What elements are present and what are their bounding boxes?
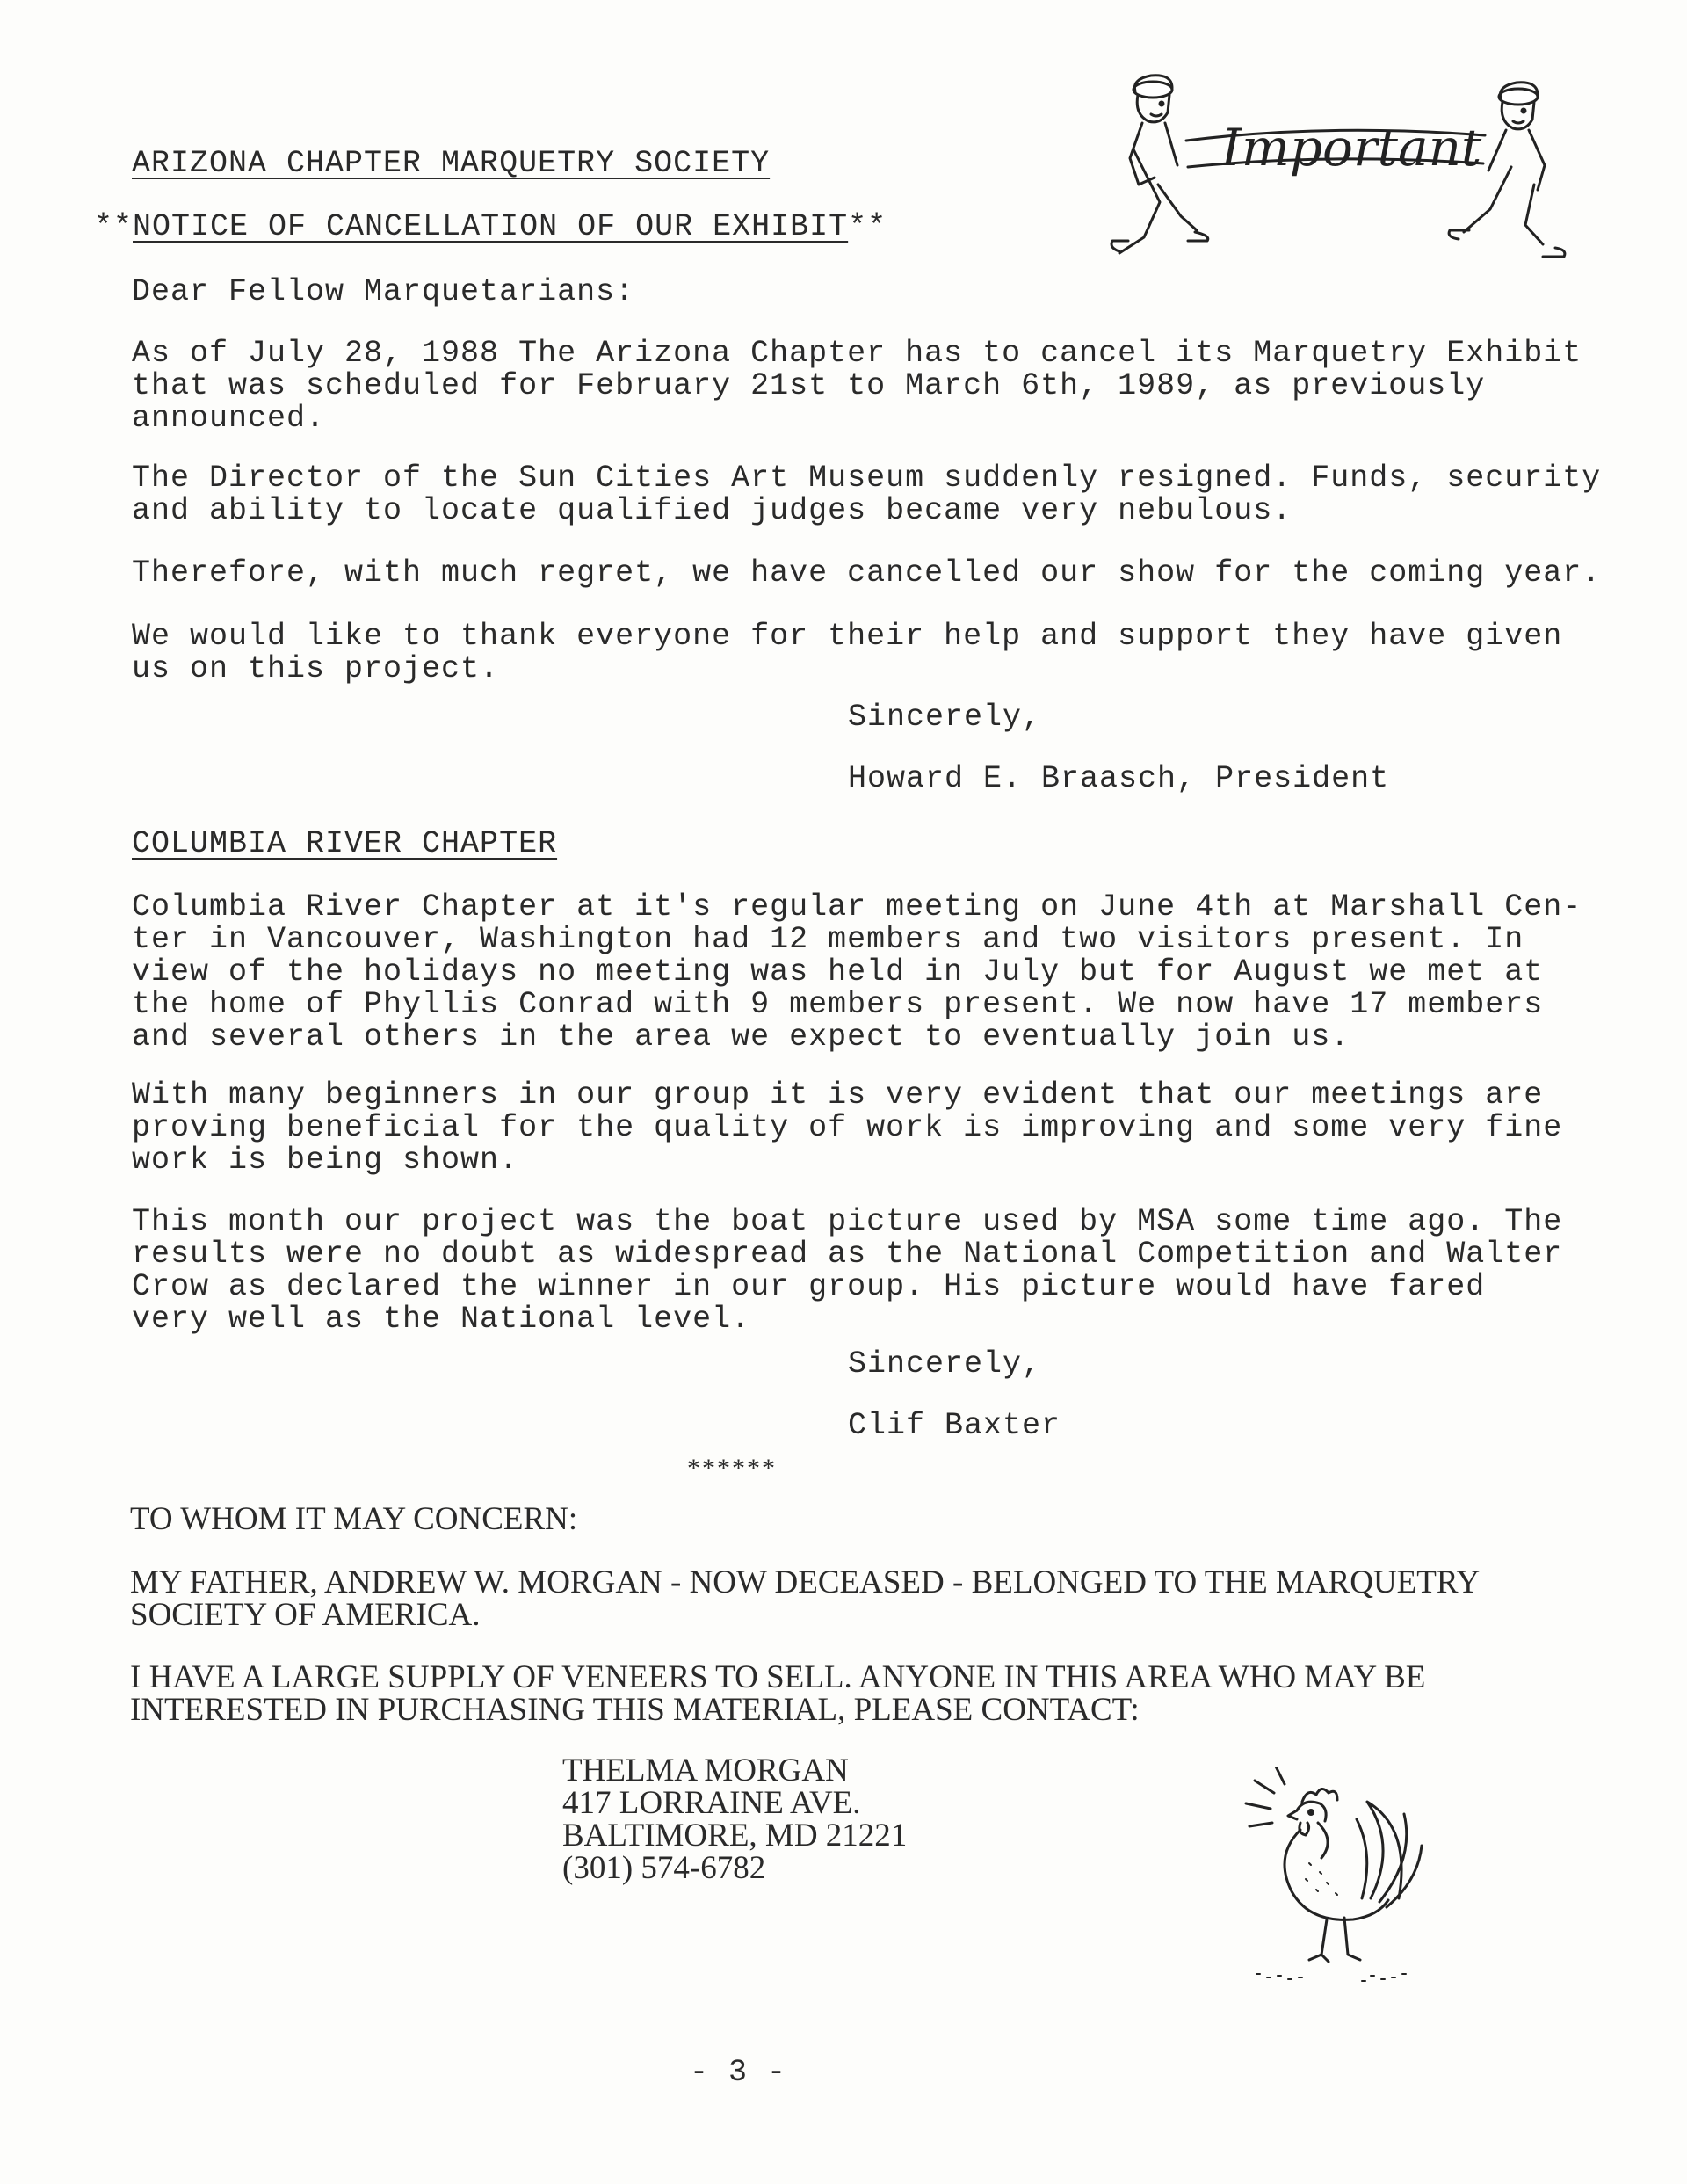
text-line: INTERESTED IN PURCHASING THIS MATERIAL, PLEASE CONTACT: — [130, 1692, 1140, 1728]
arizona-salutation: Dear Fellow Marquetarians: — [132, 274, 635, 309]
cancellation-notice-title — [94, 211, 887, 243]
arizona-closing: Sincerely, — [848, 700, 1042, 735]
notice-heading: TO WHOM IT MAY CONCERN: — [130, 1501, 578, 1537]
address-phone: (301) 574-6782 — [562, 1850, 766, 1886]
address-name: THELMA MORGAN — [562, 1752, 849, 1789]
text-line: and ability to locate qualified judges became very nebulous. — [132, 493, 1292, 528]
text-line: results were no doubt as widespread as the National Competition and Walter — [132, 1237, 1563, 1272]
text-line: MY FATHER, ANDREW W. MORGAN - NOW DECEASED - BELONGED TO THE MARQUETRY — [130, 1564, 1481, 1600]
text-line: and several others in the area we expect to eventually join us. — [132, 1019, 1350, 1055]
text-line: the home of Phyllis Conrad with 9 members present. We now have 17 members — [132, 987, 1544, 1022]
arizona-paragraph-2 — [132, 462, 1601, 527]
columbia-paragraph-2 — [132, 1079, 1562, 1177]
notice-title-text: NOTICE OF CANCELLATION OF OUR EXHIBIT — [133, 209, 849, 244]
text-line: We would like to thank everyone for their help and support they have given — [132, 619, 1563, 654]
text-line: This month our project was the boat picture used by MSA some time ago. The — [132, 1204, 1563, 1239]
text-line: very well as the National level. — [132, 1302, 751, 1337]
notice-paragraph-1 — [130, 1566, 1480, 1631]
arizona-heading: ARIZONA CHAPTER MARQUETRY SOCIETY — [132, 146, 771, 181]
address-city: BALTIMORE, MD 21221 — [562, 1818, 908, 1854]
text-line: work is being shown. — [132, 1143, 519, 1178]
notice-paragraph-2 — [130, 1661, 1425, 1726]
text-line: view of the holidays no meeting was held in July but for August we met at — [132, 954, 1544, 990]
text-line: As of July 28, 1988 The Arizona Chapter has to cancel its Marquetry Exhibit — [132, 336, 1582, 371]
section-separator: ****** — [687, 1454, 777, 1483]
columbia-signature: Clif Baxter — [848, 1408, 1061, 1443]
address-street: 417 LORRAINE AVE. — [562, 1785, 861, 1821]
columbia-closing: Sincerely, — [848, 1346, 1042, 1382]
arizona-signature: Howard E. Braasch, President — [848, 761, 1390, 796]
columbia-paragraph-1 — [132, 891, 1582, 1054]
columbia-paragraph-3 — [132, 1206, 1562, 1336]
page-number: - 3 - — [690, 2055, 787, 2090]
arizona-paragraph-4 — [132, 620, 1562, 686]
arizona-paragraph-3 — [132, 557, 1601, 590]
notice-prefix: ** — [94, 209, 134, 244]
text-line: The Director of the Sun Cities Art Museum suddenly resigned. Funds, security — [132, 461, 1602, 496]
text-line: Crow as declared the winner in our group. His picture would have fared — [132, 1269, 1486, 1304]
text-line: With many beginners in our group it is very evident that our meetings are — [132, 1077, 1544, 1113]
text-line: I HAVE A LARGE SUPPLY OF VENEERS TO SELL. ANYONE IN THIS AREA WHO MAY BE — [130, 1659, 1426, 1695]
text-line: that was scheduled for February 21st to March 6th, 1989, as previously — [132, 368, 1486, 403]
important-workmen-illustration — [1090, 53, 1582, 272]
text-line: Columbia River Chapter at it's regular meeting on June 4th at Marshall Cen- — [132, 889, 1582, 925]
text-line: ter in Vancouver, Washington had 12 members and two visitors present. In — [132, 922, 1524, 957]
important-label: Important — [1221, 118, 1482, 178]
text-line: announced. — [132, 401, 326, 436]
columbia-heading: COLUMBIA RIVER CHAPTER — [132, 826, 558, 861]
notice-suffix: ** — [848, 209, 887, 244]
text-line: proving beneficial for the quality of work is improving and some very fine — [132, 1110, 1563, 1145]
contact-address — [562, 1754, 907, 1884]
text-line: SOCIETY OF AMERICA. — [130, 1597, 481, 1633]
text-line: Therefore, with much regret, we have cancelled our show for the coming year. — [132, 555, 1602, 591]
text-line: us on this project. — [132, 651, 500, 686]
arizona-paragraph-1 — [132, 337, 1582, 435]
rooster-illustration — [1239, 1767, 1441, 1995]
